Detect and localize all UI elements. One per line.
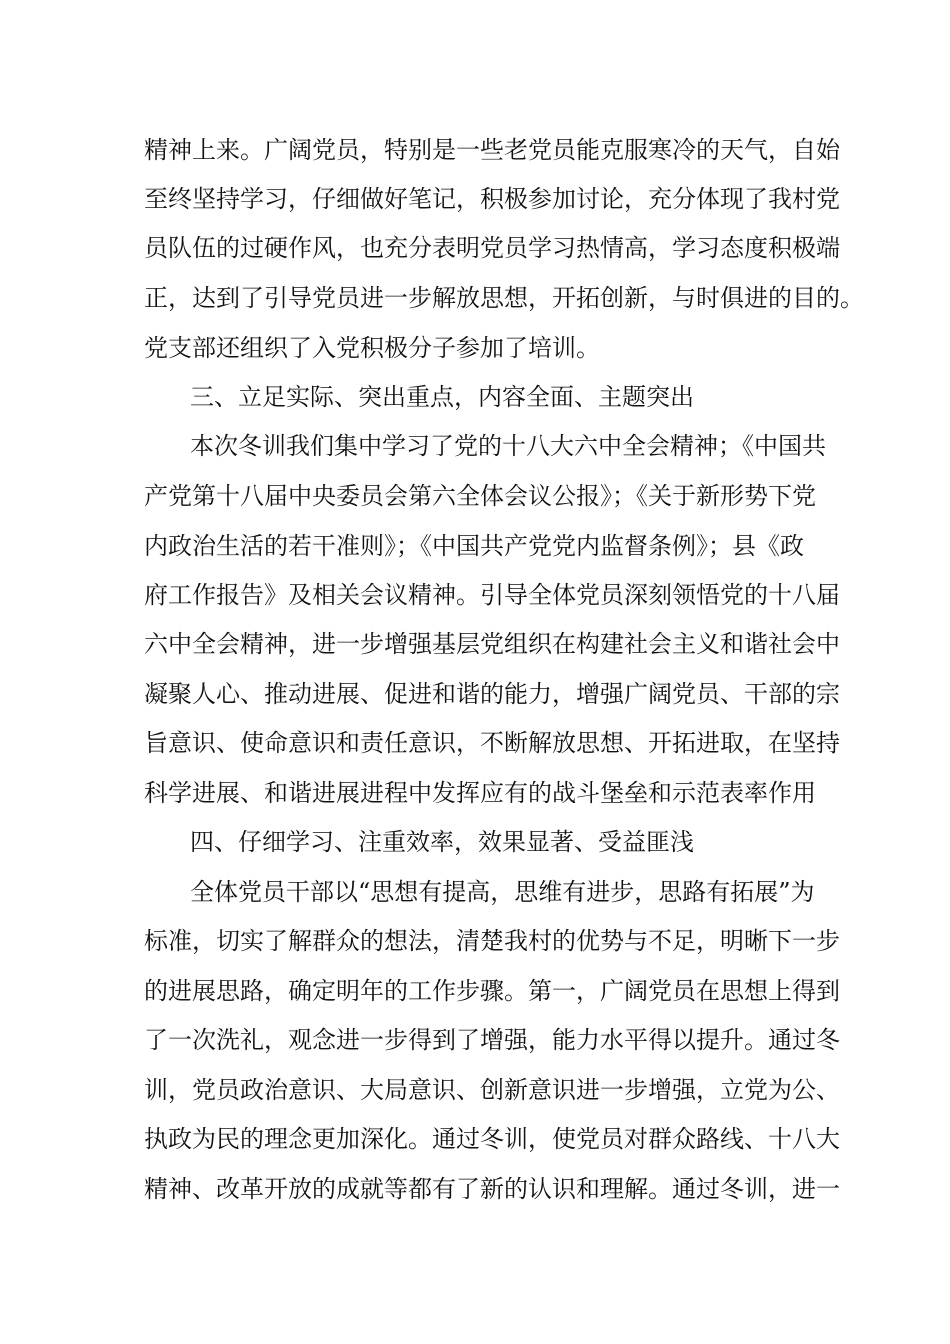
text-line: 了一次洗礼，观念进一步得到了增强，能力水平得以提升。通过冬 bbox=[144, 1026, 840, 1054]
text-line: 至终坚持学习，仔细做好笔记，积极参加讨论，充分体现了我村党 bbox=[144, 185, 840, 213]
text-line: 内政治生活的若干准则》；《中国共产党党内监督条例》；县《政 bbox=[144, 532, 804, 560]
text-line: 训，党员政治意识、大局意识、创新意识进一步增强，立党为公、 bbox=[144, 1076, 840, 1104]
section-heading: 三、立足实际、突出重点，内容全面、主题突出 bbox=[190, 383, 694, 411]
text-line: 凝聚人心、推动进展、促进和谐的能力，增强广阔党员、干部的宗 bbox=[144, 680, 840, 708]
text-line: 正，达到了引导党员进一步解放思想，开拓创新，与时俱进的目的。 bbox=[144, 284, 864, 312]
text-line: 产党第十八届中央委员会第六全体会议公报》；《关于新形势下党 bbox=[144, 482, 816, 510]
text-line: 的进展思路，确定明年的工作步骤。第一，广阔党员在思想上得到 bbox=[144, 977, 840, 1005]
paragraph-first-line: 本次冬训我们集中学习了党的十八大六中全会精神；《中国共 bbox=[190, 432, 826, 460]
text-line: 六中全会精神，进一步增强基层党组织在构建社会主义和谐社会中 bbox=[144, 630, 840, 658]
text-line: 执政为民的理念更加深化。通过冬训，使党员对群众路线、十八大 bbox=[144, 1125, 840, 1153]
section-heading: 四、仔细学习、注重效率，效果显著、受益匪浅 bbox=[190, 828, 694, 856]
text-line: 旨意识、使命意识和责任意识，不断解放思想、开拓进取，在坚持 bbox=[144, 729, 840, 757]
text-line: 府工作报告》及相关会议精神。引导全体党员深刻领悟党的十八届 bbox=[144, 581, 840, 609]
text-line: 标准，切实了解群众的想法，清楚我村的优势与不足，明晰下一步 bbox=[144, 927, 840, 955]
paragraph-first-line: 全体党员干部以“思想有提高，思维有进步，思路有拓展”为 bbox=[190, 878, 815, 906]
text-line: 党支部还组织了入党积极分子参加了培训。 bbox=[144, 334, 600, 362]
text-line: 精神上来。广阔党员，特别是一些老党员能克服寒冷的天气，自始 bbox=[144, 136, 840, 164]
text-line: 精神、改革开放的成就等都有了新的认识和理解。通过冬训，进一 bbox=[144, 1175, 840, 1203]
text-line: 科学进展、和谐进展进程中发挥应有的战斗堡垒和示范表率作用 bbox=[144, 779, 816, 807]
text-line: 员队伍的过硬作风，也充分表明党员学习热情高，学习态度积极端 bbox=[144, 234, 840, 262]
